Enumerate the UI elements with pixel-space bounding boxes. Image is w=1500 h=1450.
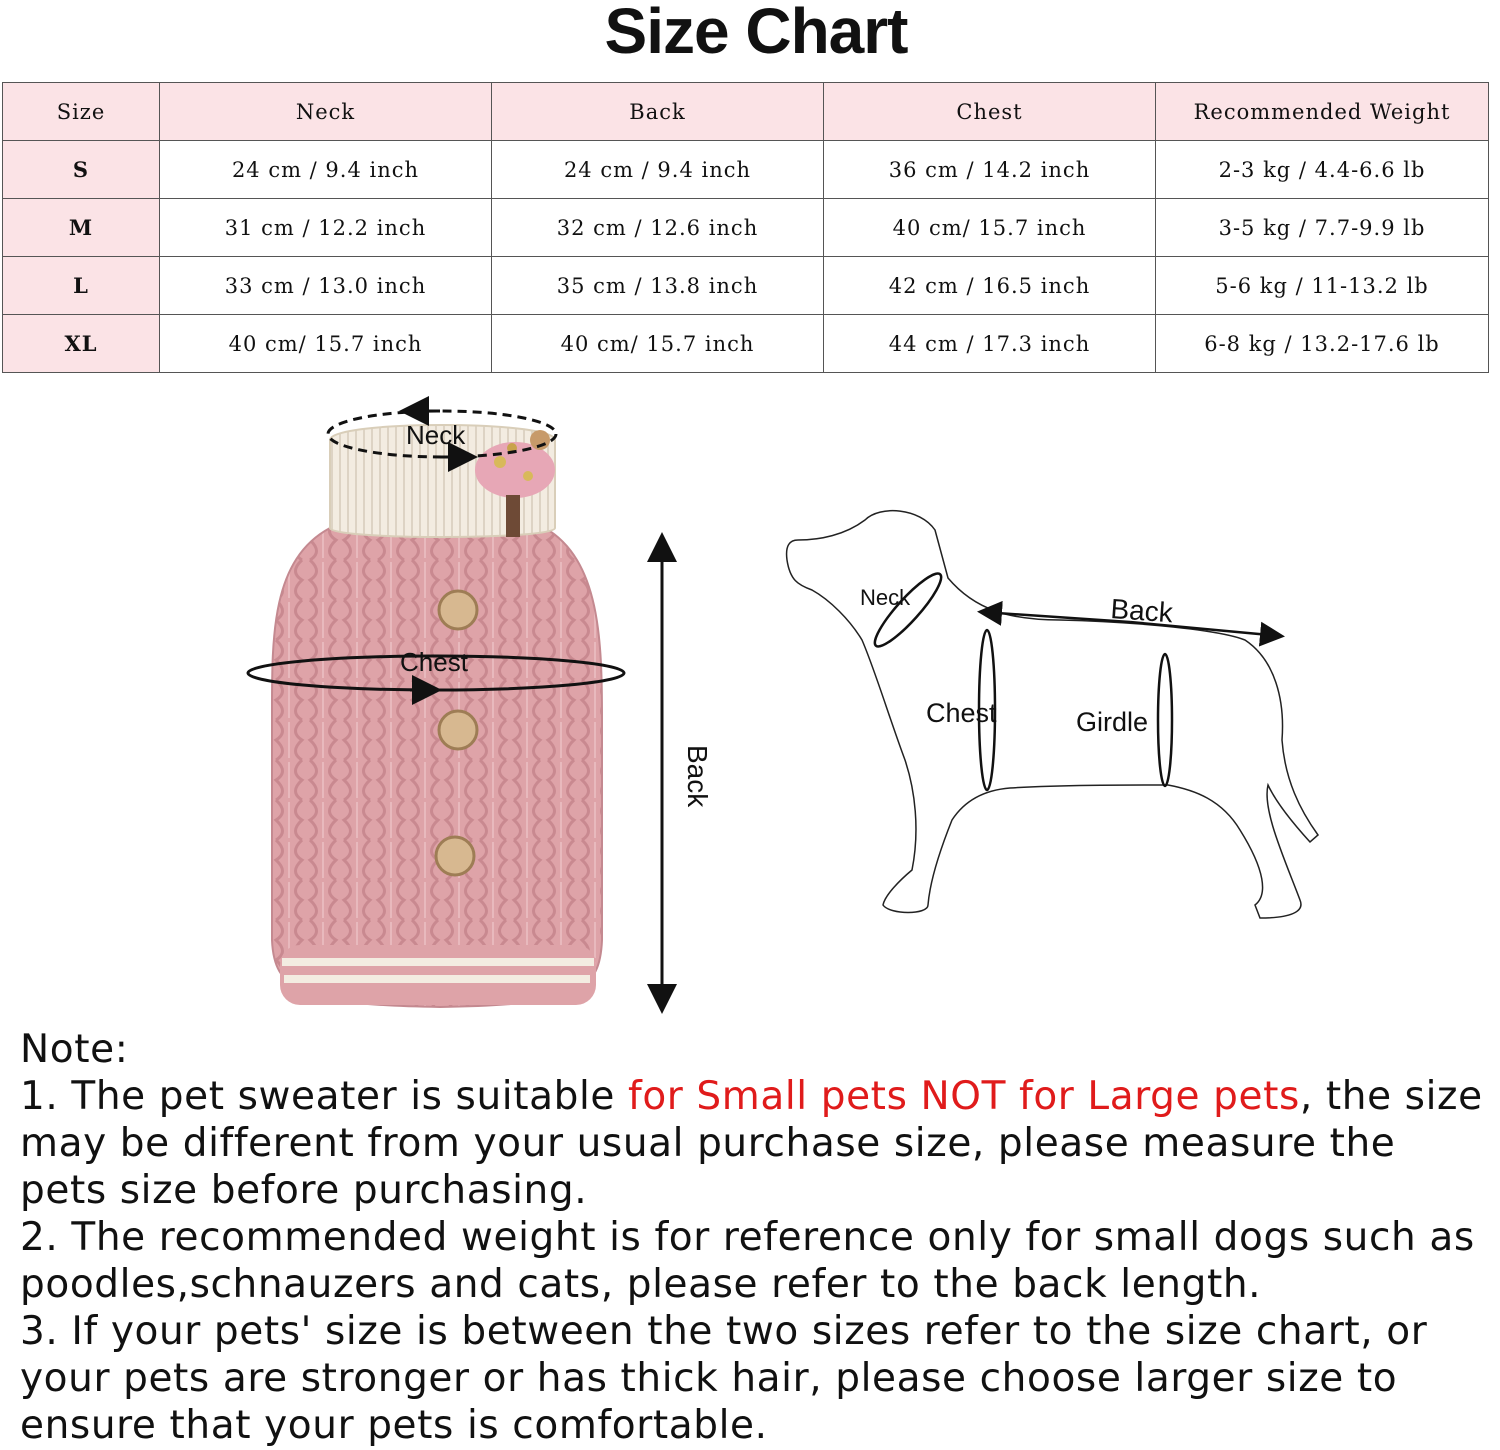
hem-stripe (282, 958, 594, 966)
weight-cell: 3-5 kg / 7.7-9.9 lb (1156, 199, 1489, 257)
note-1-highlight: for Small pets NOT for Large pets (628, 1074, 1300, 1119)
size-cell: XL (3, 315, 160, 373)
table-row (3, 257, 1489, 315)
back-cell: 24 cm / 9.4 inch (492, 141, 824, 199)
measurement-figures (0, 390, 1500, 1020)
dog-neck-ring (868, 567, 949, 653)
neck-cell: 31 cm / 12.2 inch (160, 199, 492, 257)
neck-cell: 24 cm / 9.4 inch (160, 141, 492, 199)
table-row (3, 141, 1489, 199)
sweater-chest-label: Chest (400, 647, 468, 677)
dog-back-label: Back (1109, 593, 1174, 629)
chest-cell: 36 cm / 14.2 inch (824, 141, 1156, 199)
back-cell: 32 cm / 12.6 inch (492, 199, 824, 257)
chest-cell: 42 cm / 16.5 inch (824, 257, 1156, 315)
header-back: Back (492, 83, 824, 141)
table-row (3, 199, 1489, 257)
back-cell: 40 cm/ 15.7 inch (492, 315, 824, 373)
size-cell: L (3, 257, 160, 315)
chest-cell: 44 cm / 17.3 inch (824, 315, 1156, 373)
dog-chest-label: Chest (926, 698, 997, 728)
page-title: Size Chart (604, 0, 908, 67)
chest-cell: 40 cm/ 15.7 inch (824, 199, 1156, 257)
note-3: 3. If your pets' size is between the two sizes refer to the size chart, or your pets are stronger or has thick hair, please choose larger size to ensure that your pets is comfortable. (20, 1309, 1428, 1448)
header-size: Size (3, 83, 160, 141)
weight-cell: 6-8 kg / 13.2-17.6 lb (1156, 315, 1489, 373)
sweater-illustration (248, 411, 713, 1008)
size-cell: S (3, 141, 160, 199)
header-neck: Neck (160, 83, 492, 141)
note-1 (20, 1073, 1490, 1214)
size-chart-table (2, 82, 1489, 373)
header-chest: Chest (824, 83, 1156, 141)
weight-cell: 5-6 kg / 11-13.2 lb (1156, 257, 1489, 315)
neck-cell: 33 cm / 13.0 inch (160, 257, 492, 315)
dog-girdle-label: Girdle (1076, 707, 1149, 737)
back-cell: 35 cm / 13.8 inch (492, 257, 824, 315)
dog-girdle-ring (1158, 654, 1172, 786)
header-recommended-weight: Recommended Weight (1156, 83, 1489, 141)
dog-neck-label: Neck (860, 585, 911, 610)
dog-silhouette (787, 511, 1318, 918)
dog-outline-illustration (787, 511, 1318, 918)
weight-cell: 2-3 kg / 4.4-6.6 lb (1156, 141, 1489, 199)
note-1-text: 1. The pet sweater is suitable (20, 1074, 628, 1119)
sweater-neck-label: Neck (406, 420, 466, 450)
note-1-text-end: , the size may be different from your usual purchase size, please measure the pets size before purchasing. (20, 1074, 1483, 1213)
notes-section (20, 1026, 1490, 1449)
table-row (3, 315, 1489, 373)
notes-heading: Note: (20, 1027, 129, 1072)
hem-stripe (284, 975, 590, 983)
table-header-row (3, 83, 1489, 141)
size-cell: M (3, 199, 160, 257)
sweater-body (272, 528, 602, 1007)
sweater-back-label: Back (682, 745, 713, 808)
neck-cell: 40 cm/ 15.7 inch (160, 315, 492, 373)
note-2: 2. The recommended weight is for reference only for small dogs such as poodles,schnauzers and cats, please refer to the back length. (20, 1215, 1475, 1307)
